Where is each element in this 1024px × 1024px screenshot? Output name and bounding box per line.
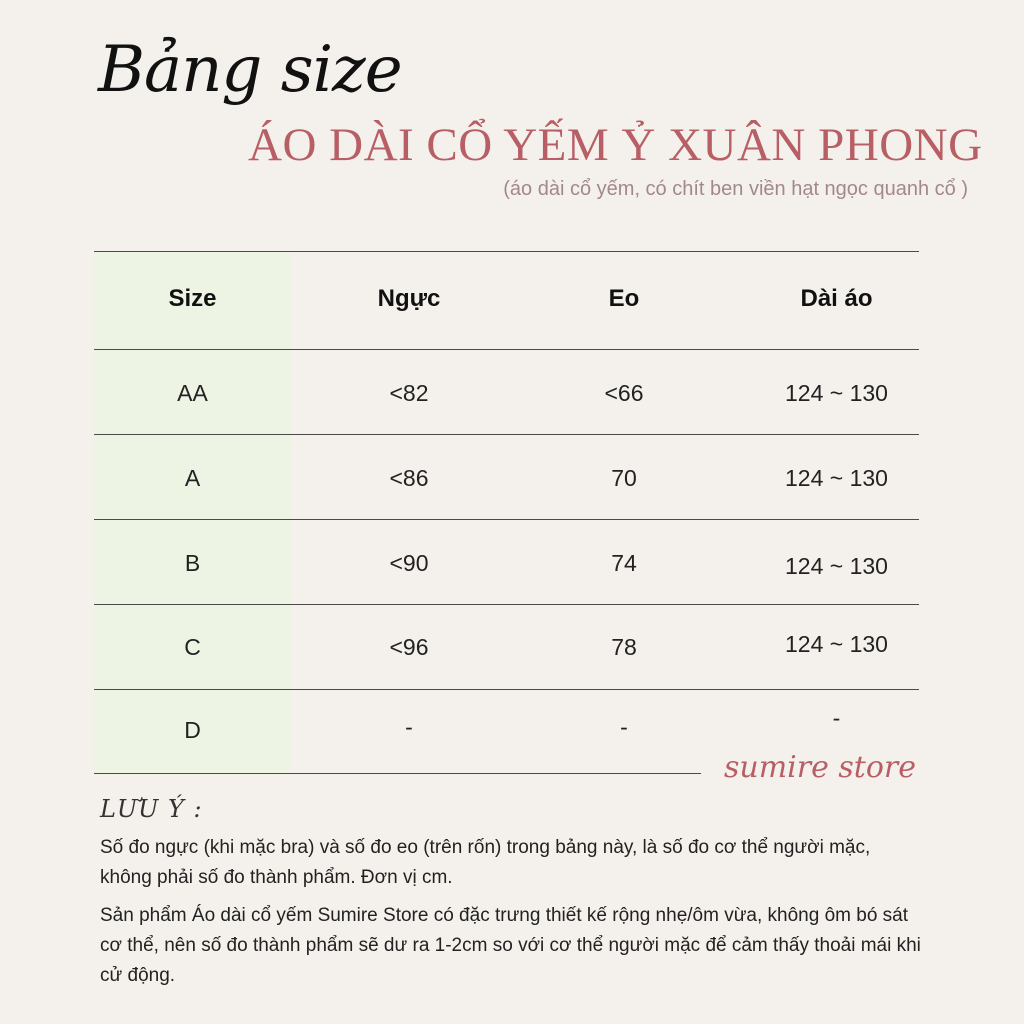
table-divider	[94, 349, 919, 350]
column-header-waist: Eo	[608, 285, 640, 312]
table-divider	[94, 773, 701, 774]
column-header-size: Size	[168, 285, 217, 312]
size-cell: B	[184, 550, 201, 576]
length-cell: 124 ~ 130	[785, 465, 888, 491]
bust-cell: -	[405, 714, 413, 740]
size-table	[94, 251, 919, 775]
length-cell: 124 ~ 130	[785, 631, 888, 657]
script-title: Bảng size	[98, 33, 402, 107]
table-divider	[94, 251, 919, 252]
table-divider	[94, 604, 919, 605]
bust-cell: <90	[389, 550, 429, 576]
waist-cell: <66	[604, 380, 644, 406]
note-title: LƯU Ý :	[100, 795, 203, 823]
store-signature: sumire store	[724, 750, 916, 785]
bust-cell: <82	[389, 380, 429, 406]
table-divider	[94, 689, 919, 690]
bust-cell: <96	[389, 634, 429, 660]
column-header-bust: Ngực	[377, 285, 441, 312]
table-divider	[94, 434, 919, 435]
size-cell: D	[184, 717, 201, 743]
size-column-highlight	[94, 252, 291, 773]
waist-cell: 78	[611, 634, 637, 660]
product-subtitle: (áo dài cổ yếm, có chít ben viền hạt ngọc quanh cổ )	[503, 178, 968, 200]
waist-cell: -	[620, 714, 628, 740]
note-paragraph: Sản phẩm Áo dài cổ yếm Sumire Store có đặc trưng thiết kế rộng nhẹ/ôm vừa, không ôm bó sát cơ thể, nên số đo thành phẩm sẽ dư ra 1-2cm so với cơ thể người mặc để cảm thấy thoải mái khi cử động.	[100, 905, 921, 986]
length-cell: 124 ~ 130	[785, 553, 888, 579]
length-cell: 124 ~ 130	[785, 380, 888, 406]
product-title: ÁO DÀI CỔ YẾM Ỷ XUÂN PHONG	[248, 119, 983, 171]
table-divider	[94, 519, 919, 520]
column-header-length: Dài áo	[800, 285, 873, 312]
bust-cell: <86	[389, 465, 429, 491]
waist-cell: 74	[611, 550, 637, 576]
size-cell: A	[184, 465, 201, 491]
waist-cell: 70	[611, 465, 637, 491]
size-cell: C	[184, 634, 201, 660]
note-paragraph: Số đo ngực (khi mặc bra) và số đo eo (trên rốn) trong bảng này, là số đo cơ thể người mặc, không phải số đo thành phẩm. Đơn vị cm.	[100, 837, 871, 888]
length-cell: -	[832, 705, 841, 731]
size-cell: AA	[177, 380, 208, 406]
